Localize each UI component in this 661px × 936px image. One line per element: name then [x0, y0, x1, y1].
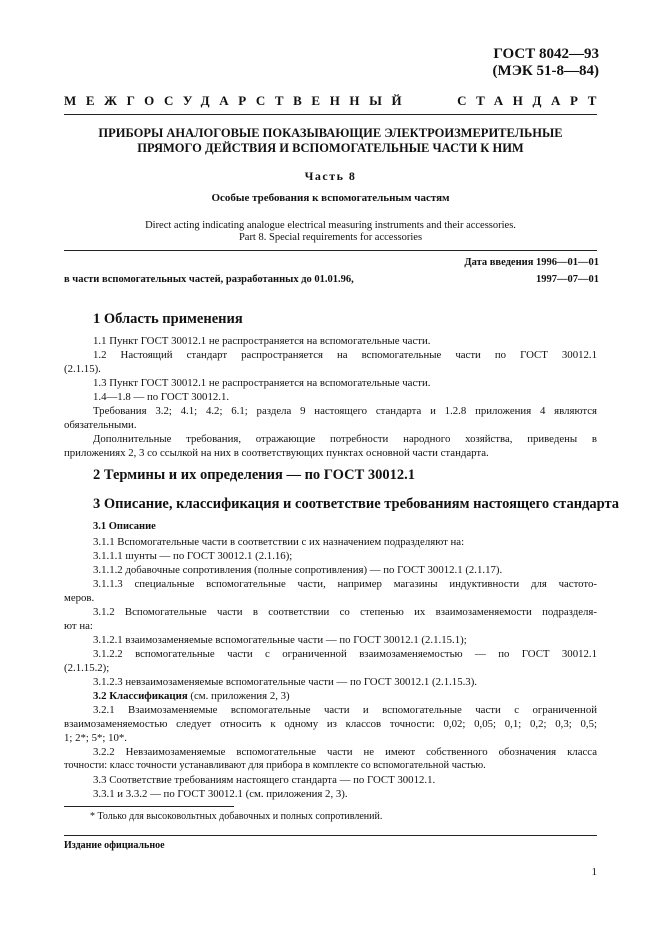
clause-3-2-2-line-1: 3.2.2 Невзаимозаменяемые вспомогательные части не имеют собственного обозначения класса	[93, 746, 597, 758]
introduction-date: Дата введения 1996—01—01	[464, 257, 599, 268]
section-1-heading: 1 Область применения	[93, 311, 243, 327]
english-title-line-2: Part 8. Special requirements for accessories	[238, 232, 423, 243]
clause-3-2-1-line-3: 1; 2*; 5*; 10*.	[64, 732, 127, 744]
clause-3-1-2-2-line-2: (2.1.15.2);	[64, 662, 110, 674]
clause-1-3: 1.3 Пункт ГОСТ 30012.1 не распространяется на вспомогательные части.	[93, 377, 431, 389]
banner-word-standard: СТАНДАРТ	[457, 93, 606, 108]
clause-3-1-2-line-2: ют на:	[64, 620, 93, 632]
second-introduction-date: 1997—07—01	[536, 274, 599, 285]
standard-code	[493, 46, 599, 80]
document-title	[64, 126, 597, 156]
top-divider	[64, 114, 597, 115]
subsection-3-1-heading: 3.1 Описание	[93, 521, 156, 532]
requirements-line-2: обязательными.	[64, 419, 137, 431]
subsection-3-2-heading	[93, 689, 597, 703]
clause-3-2-1-line-2: взаимозаменяемостью следует относить к одному из классов точности: 0,02; 0,05; 0,1; 0,2; 0,3; 0,5;	[64, 718, 597, 730]
english-title-line-1: Direct acting indicating analogue electrical measuring instruments and their accessories.	[145, 220, 516, 231]
clause-3-1-2-3: 3.1.2.3 невзаимозаменяемые вспомогательные части — по ГОСТ 30012.1 (2.1.15.3).	[93, 676, 477, 688]
clause-3-1-2-line-1: 3.1.2 Вспомогательные части в соответствии со степенью их взаимозаменяемости подразделя-	[93, 606, 597, 618]
section-3-heading: 3 Описание, классификация и соответствие требованиям настоящего стандарта	[93, 496, 620, 512]
clause-3-2-2-line-2: точности: класс точности устанавливают для прибора в комплекте со вспомогательной частью.	[64, 760, 486, 771]
clause-3-1-1-2: 3.1.1.2 добавочные сопротивления (полные сопротивления) — по ГОСТ 30012.1 (2.1.17).	[93, 564, 503, 576]
part-label: Часть 8	[304, 169, 357, 183]
title-line-2: ПРЯМОГО ДЕЙСТВИЯ И ВСПОМОГАТЕЛЬНЫЕ ЧАСТИ К НИМ	[137, 141, 524, 155]
clause-3-3-1: 3.3.1 и 3.3.2 — по ГОСТ 30012.1 (см. приложения 2, 3).	[93, 788, 348, 800]
middle-divider	[64, 250, 597, 251]
clause-3-1-2-2-line-1: 3.1.2.2 вспомогательные части с ограниченной взаимозаменяемостью — по ГОСТ 30012.1	[93, 648, 597, 660]
footnote-divider	[64, 806, 234, 807]
clause-3-1-2-1: 3.1.2.1 взаимозаменяемые вспомогательные части — по ГОСТ 30012.1 (2.1.15.1);	[93, 634, 467, 646]
date-scope-note: в части вспомогательных частей, разработанных до 01.01.96,	[64, 274, 354, 285]
part-subtitle: Особые требования к вспомогательным частям	[211, 192, 450, 204]
english-title	[64, 220, 597, 244]
footnote: * Только для высоковольтных добавочных и полных сопротивлений.	[90, 811, 383, 822]
clause-3-1-1: 3.1.1 Вспомогательные части в соответствии с их назначением подразделяют на:	[93, 536, 465, 548]
clause-1-2-line-2: (2.1.15).	[64, 363, 101, 375]
clause-3-3: 3.3 Соответствие требованиям настоящего стандарта — по ГОСТ 30012.1.	[93, 774, 436, 786]
additional-req-line-1: Дополнительные требования, отражающие потребности народного хозяйства, приведены в	[93, 433, 597, 445]
subsection-3-2-ref: (см. приложения 2, 3)	[187, 690, 290, 702]
clause-3-1-1-3-line-2: меров.	[64, 592, 95, 604]
clause-1-4: 1.4—1.8 — по ГОСТ 30012.1.	[93, 391, 230, 403]
banner-word-interstate: МЕЖГОСУДАРСТВЕННЫЙ	[64, 93, 412, 108]
clause-3-2-1-line-1: 3.2.1 Взаимозаменяемые вспомогательные части и вспомогательные части с ограниченной	[93, 704, 597, 716]
title-line-1: ПРИБОРЫ АНАЛОГОВЫЕ ПОКАЗЫВАЮЩИЕ ЭЛЕКТРОИЗМЕРИТЕЛЬНЫЕ	[98, 126, 563, 140]
clause-3-1-1-1: 3.1.1.1 шунты — по ГОСТ 30012.1 (2.1.16);	[93, 550, 293, 562]
clause-1-2-line-1: 1.2 Настоящий стандарт распространяется на вспомогательные части по ГОСТ 30012.1	[93, 349, 597, 361]
standard-code-iec: (МЭК 51-8—84)	[492, 63, 599, 79]
section-2-heading: 2 Термины и их определения — по ГОСТ 30012.1	[93, 467, 416, 483]
bottom-divider	[64, 835, 597, 836]
additional-req-line-2: приложениях 2, 3 со ссылкой на них в соответствующих пунктах основной части стандарта.	[64, 447, 489, 459]
page-number: 1	[591, 866, 597, 878]
standard-code-gost: ГОСТ 8042—93	[493, 46, 599, 62]
clause-3-1-1-3-line-1: 3.1.1.3 специальные вспомогательные части, например магазины индуктивности для частото-	[93, 578, 597, 590]
requirements-line-1: Требования 3.2; 4.1; 4.2; 6.1; раздела 9 настоящего стандарта и 1.2.8 приложения 4 являются	[93, 405, 597, 417]
official-edition-label: Издание официальное	[64, 840, 165, 851]
clause-1-1: 1.1 Пункт ГОСТ 30012.1 не распространяется на вспомогательные части.	[93, 335, 431, 347]
subsection-3-2-title: 3.2 Классификация	[93, 690, 188, 702]
